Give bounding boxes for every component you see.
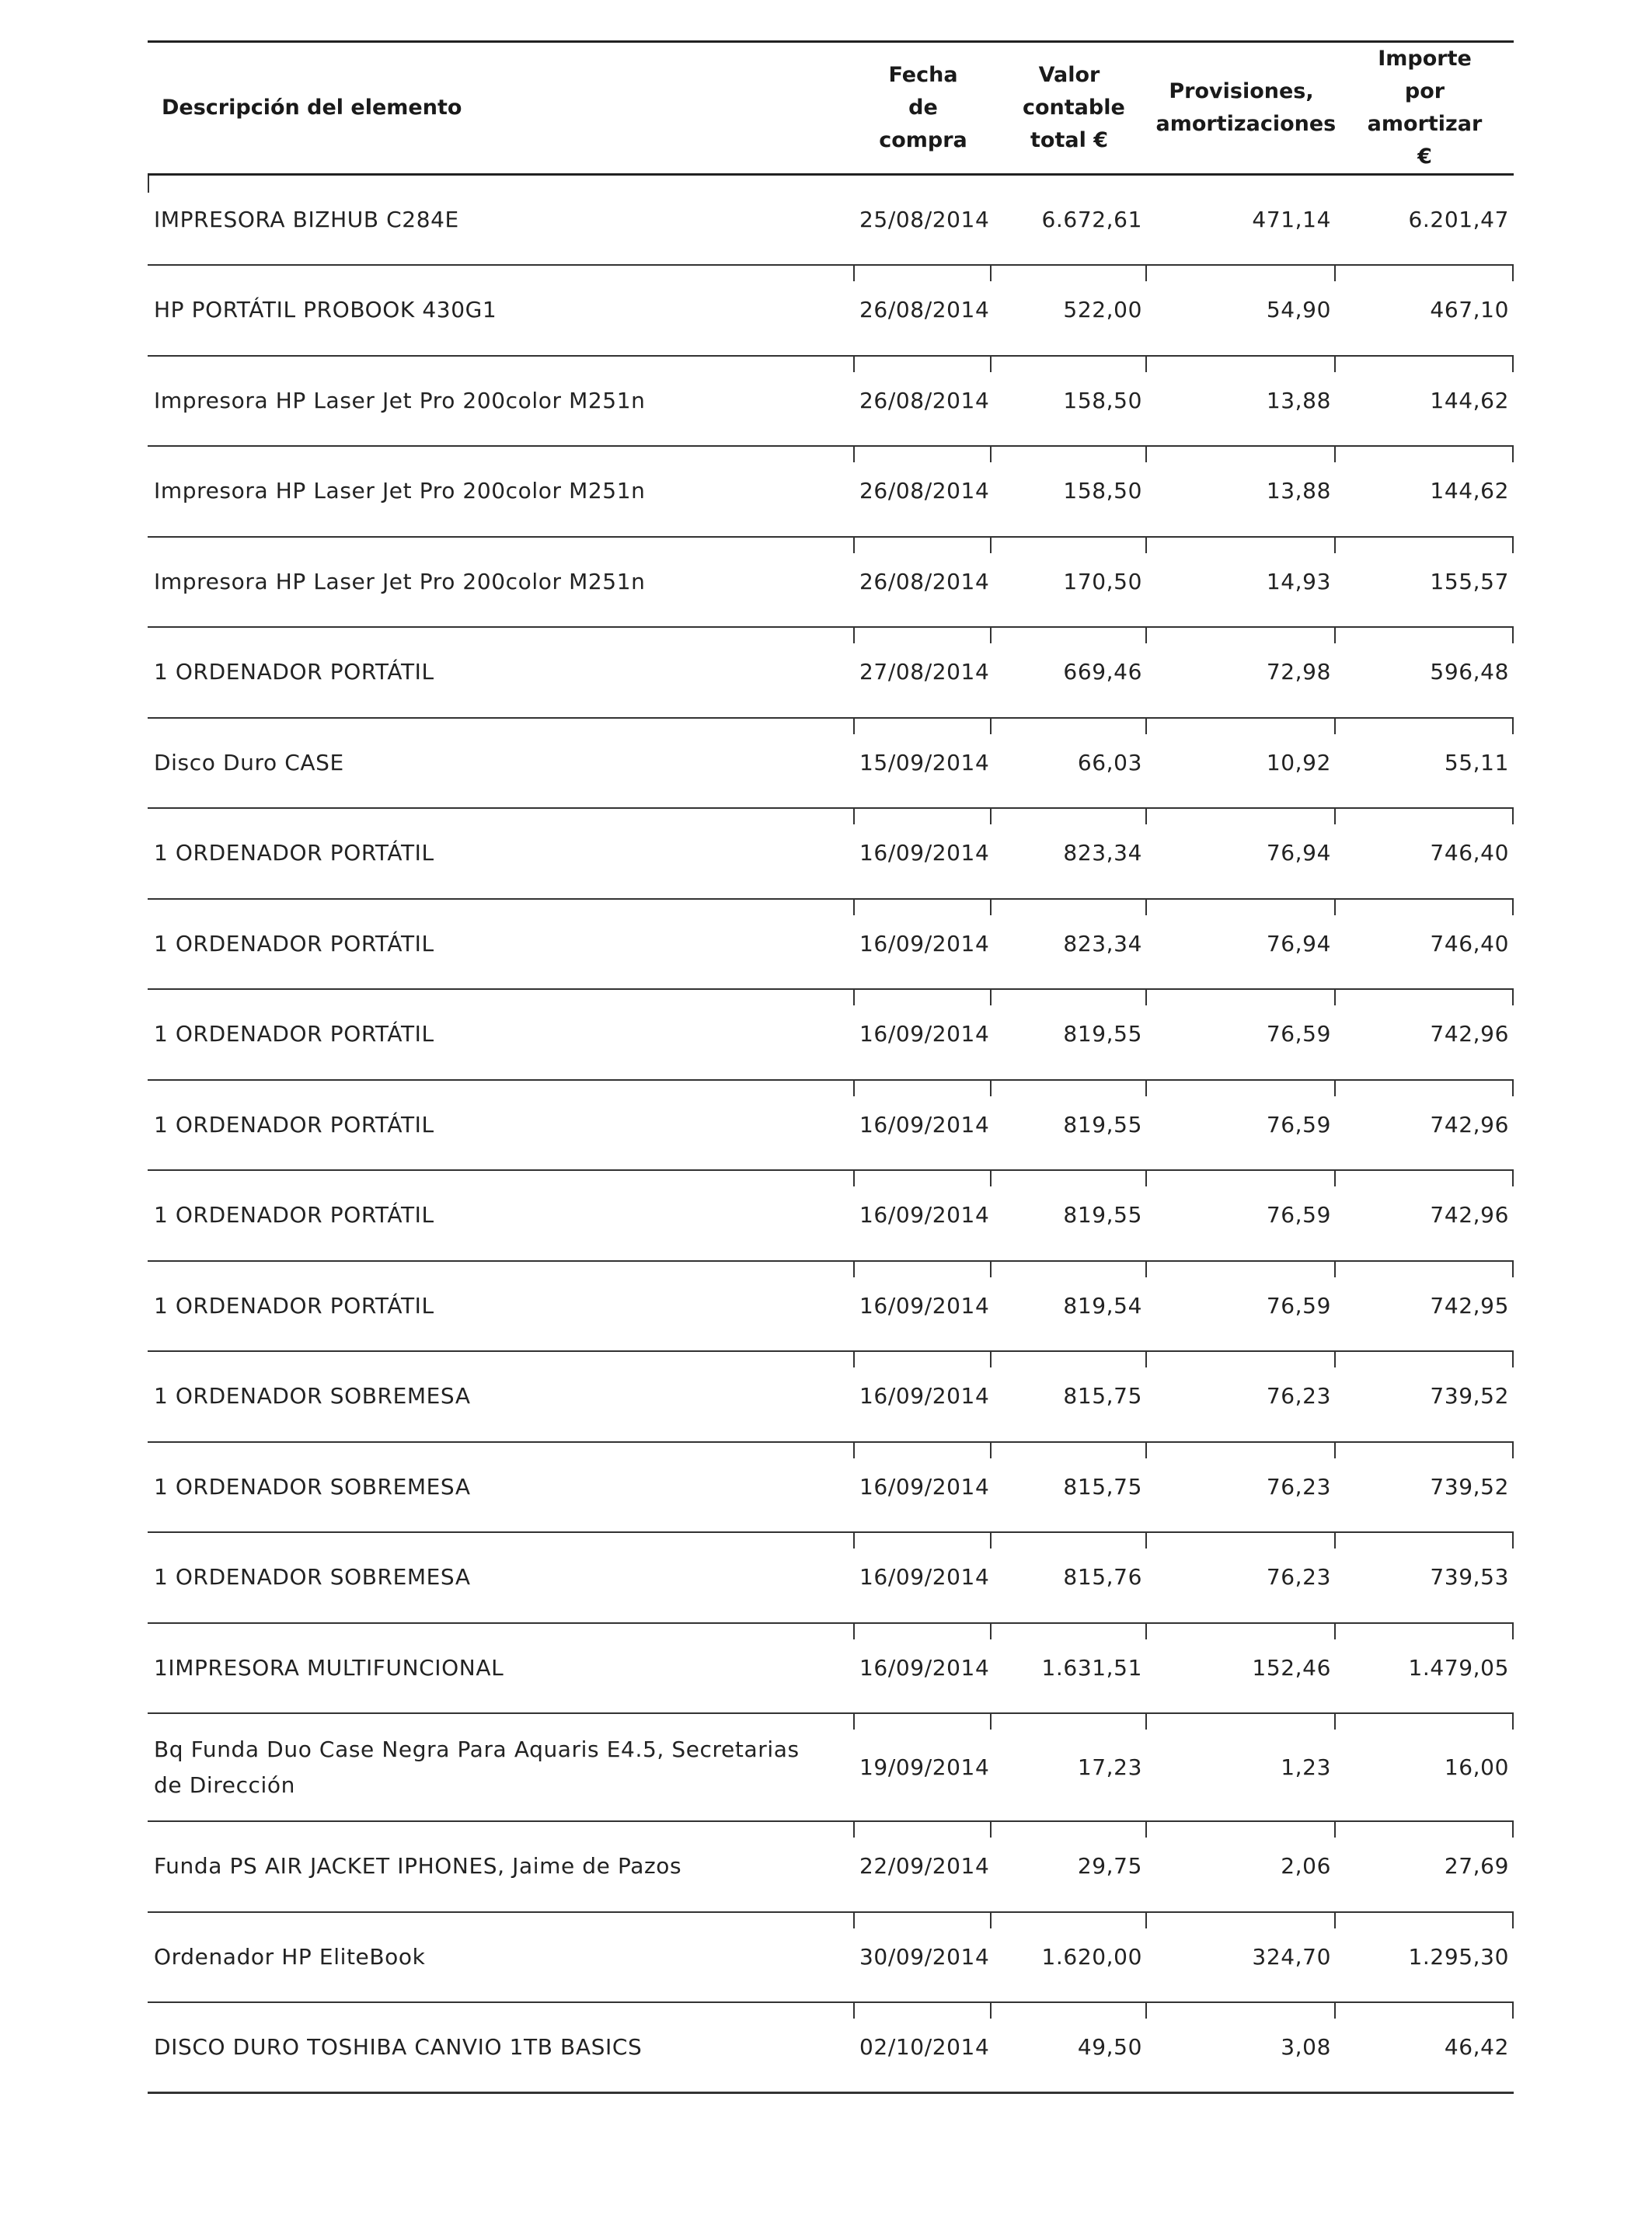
cell-fecha	[855, 627, 992, 718]
cell-provisiones-text: 76,23	[1266, 1383, 1331, 1409]
cell-descripcion-text: Ordenador HP EliteBook	[154, 1943, 426, 1970]
cell-provisiones	[1147, 1170, 1336, 1261]
header-fecha-text: Fecha de compra	[879, 63, 967, 152]
cell-importe	[1336, 1623, 1514, 1714]
cell-provisiones-text: 76,59	[1266, 1202, 1331, 1228]
cell-importe-text: 27,69	[1444, 1853, 1509, 1879]
cell-descripcion	[148, 2002, 855, 2093]
cell-descripcion	[148, 1261, 855, 1352]
cell-importe-text: 1.479,05	[1408, 1654, 1509, 1681]
column-tick	[1512, 1624, 1514, 1639]
cell-importe	[1336, 899, 1514, 990]
cell-valor	[992, 899, 1147, 990]
cell-provisiones-text: 76,59	[1266, 1111, 1331, 1137]
cell-provisiones	[1147, 537, 1336, 628]
cell-fecha-text: 26/08/2014	[859, 387, 990, 413]
cell-importe	[1336, 1912, 1514, 2003]
cell-importe-text: 742,96	[1430, 1202, 1509, 1228]
cell-fecha	[855, 1261, 992, 1352]
cell-valor-text: 66,03	[1077, 749, 1142, 775]
table-row	[148, 1170, 1514, 1261]
cell-importe-text: 739,52	[1430, 1383, 1509, 1409]
cell-descripcion-text: 1 ORDENADOR PORTÁTIL	[154, 840, 434, 866]
cell-valor-text: 158,50	[1063, 387, 1142, 413]
cell-provisiones	[1147, 1713, 1336, 1821]
cell-descripcion-text: 1 ORDENADOR PORTÁTIL	[154, 1021, 434, 1047]
cell-provisiones	[1147, 446, 1336, 537]
cell-fecha	[855, 446, 992, 537]
table-row	[148, 1821, 1514, 1912]
cell-descripcion	[148, 808, 855, 899]
table-row	[148, 446, 1514, 537]
cell-fecha	[855, 2002, 992, 2093]
cell-valor	[992, 1351, 1147, 1442]
cell-valor	[992, 537, 1147, 628]
cell-valor	[992, 1623, 1147, 1714]
table-row	[148, 1623, 1514, 1714]
table-row	[148, 989, 1514, 1080]
header-importe-text: Importe por amortizar €	[1367, 47, 1483, 169]
cell-fecha-text: 16/09/2014	[859, 840, 990, 866]
cell-fecha-text: 26/08/2014	[859, 297, 990, 323]
header-importe	[1336, 42, 1514, 175]
table-row	[148, 899, 1514, 990]
cell-importe-text: 742,95	[1430, 1292, 1509, 1319]
cell-descripcion	[148, 1351, 855, 1442]
table-row	[148, 265, 1514, 356]
cell-descripcion	[148, 718, 855, 809]
cell-importe-text: 46,42	[1444, 2034, 1509, 2060]
cell-importe	[1336, 446, 1514, 537]
cell-valor-text: 819,54	[1063, 1292, 1142, 1319]
cell-valor-text: 819,55	[1063, 1111, 1142, 1137]
cell-fecha	[855, 1351, 992, 1442]
cell-descripcion	[148, 1713, 855, 1821]
cell-provisiones-text: 324,70	[1252, 1943, 1331, 1970]
cell-provisiones-text: 13,88	[1266, 478, 1331, 504]
cell-importe-text: 467,10	[1430, 297, 1509, 323]
corner-tick	[148, 176, 149, 193]
table-row	[148, 1713, 1514, 1821]
cell-fecha-text: 16/09/2014	[859, 1383, 990, 1409]
cell-importe	[1336, 1261, 1514, 1352]
cell-descripcion-text: Funda PS AIR JACKET IPHONES, Jaime de Pazos	[154, 1853, 682, 1879]
cell-fecha-text: 19/09/2014	[859, 1754, 990, 1780]
cell-fecha-text: 16/09/2014	[859, 930, 990, 956]
cell-provisiones	[1147, 1821, 1336, 1912]
cell-provisiones	[1147, 1442, 1336, 1533]
cell-provisiones-text: 76,94	[1266, 840, 1331, 866]
cell-descripcion-text: 1 ORDENADOR PORTÁTIL	[154, 930, 434, 956]
cell-valor	[992, 1912, 1147, 2003]
table-row	[148, 537, 1514, 628]
cell-valor	[992, 175, 1147, 266]
cell-provisiones-text: 471,14	[1252, 207, 1331, 232]
column-tick	[1512, 1714, 1514, 1730]
cell-fecha-text: 02/10/2014	[859, 2034, 990, 2060]
cell-valor-text: 1.620,00	[1041, 1943, 1142, 1970]
cell-provisiones	[1147, 1080, 1336, 1171]
cell-descripcion	[148, 989, 855, 1080]
cell-valor-text: 1.631,51	[1041, 1654, 1142, 1681]
cell-valor	[992, 356, 1147, 447]
cell-valor-text: 819,55	[1063, 1021, 1142, 1047]
cell-provisiones-text: 3,08	[1281, 2034, 1331, 2060]
cell-valor	[992, 989, 1147, 1080]
cell-valor-text: 29,75	[1077, 1853, 1142, 1879]
cell-provisiones	[1147, 718, 1336, 809]
table-row	[148, 1442, 1514, 1533]
table-row	[148, 808, 1514, 899]
cell-fecha-text: 26/08/2014	[859, 478, 990, 504]
cell-descripcion-text: 1 ORDENADOR SOBREMESA	[154, 1564, 471, 1590]
cell-fecha-text: 22/09/2014	[859, 1853, 990, 1879]
column-tick	[1512, 266, 1514, 281]
table-row	[148, 356, 1514, 447]
cell-descripcion	[148, 175, 855, 266]
cell-valor	[992, 1821, 1147, 1912]
cell-fecha	[855, 718, 992, 809]
cell-descripcion	[148, 537, 855, 628]
cell-fecha-text: 16/09/2014	[859, 1473, 990, 1500]
cell-fecha-text: 15/09/2014	[859, 749, 990, 775]
cell-provisiones-text: 14,93	[1266, 568, 1331, 594]
table-header	[148, 42, 1514, 175]
cell-descripcion	[148, 1080, 855, 1171]
cell-descripcion-text: DISCO DURO TOSHIBA CANVIO 1TB BASICS	[154, 2034, 643, 2060]
cell-descripcion-text: HP PORTÁTIL PROBOOK 430G1	[154, 297, 497, 323]
cell-valor-text: 823,34	[1063, 840, 1142, 866]
cell-valor	[992, 808, 1147, 899]
cell-importe	[1336, 718, 1514, 809]
cell-valor	[992, 2002, 1147, 2093]
cell-fecha	[855, 808, 992, 899]
cell-fecha	[855, 1912, 992, 2003]
cell-valor-text: 815,75	[1063, 1473, 1142, 1500]
cell-valor-text: 6.672,61	[1041, 207, 1142, 232]
cell-fecha	[855, 1080, 992, 1171]
cell-fecha-text: 26/08/2014	[859, 568, 990, 594]
table-row	[148, 2002, 1514, 2093]
cell-provisiones	[1147, 2002, 1336, 2093]
cell-provisiones-text: 76,23	[1266, 1564, 1331, 1590]
cell-valor-text: 17,23	[1077, 1754, 1142, 1780]
cell-valor	[992, 1532, 1147, 1623]
table-row	[148, 1912, 1514, 2003]
header-valor-text: Valor contable total €	[1023, 63, 1125, 152]
cell-fecha-text: 25/08/2014	[859, 207, 990, 232]
cell-fecha	[855, 1713, 992, 1821]
column-tick	[1512, 447, 1514, 462]
cell-descripcion-text: Bq Funda Duo Case Negra Para Aquaris E4.5, Secretarias de Dirección	[154, 1736, 800, 1798]
cell-descripcion	[148, 1821, 855, 1912]
cell-descripcion-text: IMPRESORA BIZHUB C284E	[154, 207, 459, 232]
cell-importe-text: 746,40	[1430, 840, 1509, 866]
cell-descripcion	[148, 1532, 855, 1623]
cell-importe-text: 742,96	[1430, 1021, 1509, 1047]
cell-valor	[992, 718, 1147, 809]
cell-valor-text: 815,76	[1063, 1564, 1142, 1590]
header-descripcion: Descripción del elemento	[148, 42, 855, 175]
cell-importe-text: 144,62	[1430, 387, 1509, 413]
cell-descripcion	[148, 627, 855, 718]
cell-provisiones	[1147, 899, 1336, 990]
cell-descripcion-text: 1 ORDENADOR PORTÁTIL	[154, 659, 434, 685]
table-body	[148, 175, 1514, 2093]
cell-provisiones	[1147, 808, 1336, 899]
cell-provisiones-text: 76,23	[1266, 1473, 1331, 1500]
cell-valor-text: 669,46	[1063, 659, 1142, 685]
cell-provisiones-text: 2,06	[1281, 1853, 1331, 1879]
cell-fecha	[855, 356, 992, 447]
table-row	[148, 1080, 1514, 1171]
cell-descripcion	[148, 1442, 855, 1533]
cell-importe	[1336, 1351, 1514, 1442]
cell-importe-text: 55,11	[1444, 749, 1509, 775]
cell-provisiones-text: 152,46	[1252, 1654, 1331, 1681]
cell-provisiones	[1147, 265, 1336, 356]
cell-importe	[1336, 989, 1514, 1080]
cell-importe	[1336, 175, 1514, 266]
cell-fecha-text: 30/09/2014	[859, 1943, 990, 1970]
cell-fecha-text: 16/09/2014	[859, 1292, 990, 1319]
header-fecha	[855, 42, 992, 175]
cell-importe	[1336, 2002, 1514, 2093]
cell-valor-text: 158,50	[1063, 478, 1142, 504]
cell-importe-text: 596,48	[1430, 659, 1509, 685]
cell-importe	[1336, 1170, 1514, 1261]
cell-fecha-text: 16/09/2014	[859, 1564, 990, 1590]
column-tick	[1512, 719, 1514, 734]
cell-descripcion	[148, 1912, 855, 2003]
cell-descripcion-text: 1 ORDENADOR PORTÁTIL	[154, 1202, 434, 1228]
cell-valor-text: 170,50	[1063, 568, 1142, 594]
cell-provisiones-text: 72,98	[1266, 659, 1331, 685]
cell-descripcion-text: Impresora HP Laser Jet Pro 200color M251n	[154, 387, 646, 413]
cell-descripcion	[148, 1623, 855, 1714]
column-tick	[1512, 2003, 1514, 2019]
cell-descripcion-text: 1 ORDENADOR PORTÁTIL	[154, 1292, 434, 1319]
cell-provisiones-text: 76,59	[1266, 1292, 1331, 1319]
cell-valor-text: 815,75	[1063, 1383, 1142, 1409]
cell-provisiones	[1147, 175, 1336, 266]
cell-importe-text: 6.201,47	[1408, 207, 1509, 232]
cell-descripcion-text: 1IMPRESORA MULTIFUNCIONAL	[154, 1654, 504, 1681]
cell-provisiones	[1147, 1351, 1336, 1442]
cell-fecha	[855, 1170, 992, 1261]
table-row	[148, 627, 1514, 718]
cell-valor	[992, 265, 1147, 356]
cell-descripcion	[148, 356, 855, 447]
cell-fecha	[855, 899, 992, 990]
cell-valor-text: 823,34	[1063, 930, 1142, 956]
cell-importe	[1336, 1532, 1514, 1623]
cell-valor	[992, 1261, 1147, 1352]
cell-fecha	[855, 1623, 992, 1714]
cell-descripcion	[148, 446, 855, 537]
cell-importe	[1336, 1442, 1514, 1533]
cell-importe-text: 1.295,30	[1408, 1943, 1509, 1970]
cell-descripcion-text: Disco Duro CASE	[154, 749, 344, 775]
cell-descripcion	[148, 899, 855, 990]
cell-fecha-text: 16/09/2014	[859, 1654, 990, 1681]
cell-provisiones-text: 54,90	[1266, 297, 1331, 323]
cell-provisiones-text: 1,23	[1281, 1754, 1331, 1780]
cell-descripcion-text: 1 ORDENADOR SOBREMESA	[154, 1473, 471, 1500]
cell-valor-text: 819,55	[1063, 1202, 1142, 1228]
cell-valor	[992, 627, 1147, 718]
cell-fecha-text: 16/09/2014	[859, 1111, 990, 1137]
cell-descripcion-text: 1 ORDENADOR SOBREMESA	[154, 1383, 471, 1409]
column-tick	[1512, 538, 1514, 553]
cell-provisiones	[1147, 1623, 1336, 1714]
cell-fecha	[855, 1821, 992, 1912]
cell-valor	[992, 446, 1147, 537]
cell-importe	[1336, 537, 1514, 628]
cell-valor-text: 49,50	[1077, 2034, 1142, 2060]
cell-importe	[1336, 356, 1514, 447]
cell-provisiones	[1147, 627, 1336, 718]
table-row	[148, 718, 1514, 809]
cell-fecha	[855, 989, 992, 1080]
column-tick	[1512, 1171, 1514, 1186]
table-row	[148, 1532, 1514, 1623]
cell-importe-text: 155,57	[1430, 568, 1509, 594]
cell-provisiones-text: 76,59	[1266, 1021, 1331, 1047]
column-tick	[1512, 1533, 1514, 1548]
cell-provisiones	[1147, 1261, 1336, 1352]
cell-provisiones-text: 13,88	[1266, 387, 1331, 413]
cell-fecha-text: 27/08/2014	[859, 659, 990, 685]
column-tick	[1512, 900, 1514, 915]
header-provisiones-text: Provisiones, amortizaciones	[1155, 79, 1337, 136]
table-row	[148, 1351, 1514, 1442]
cell-importe-text: 144,62	[1430, 478, 1509, 504]
column-tick	[1512, 357, 1514, 372]
column-tick	[1512, 1913, 1514, 1928]
cell-descripcion-text: 1 ORDENADOR PORTÁTIL	[154, 1111, 434, 1137]
cell-descripcion	[148, 265, 855, 356]
cell-importe	[1336, 627, 1514, 718]
cell-fecha-text: 16/09/2014	[859, 1021, 990, 1047]
cell-importe	[1336, 1713, 1514, 1821]
cell-valor-text: 522,00	[1063, 297, 1142, 323]
column-tick	[1512, 1822, 1514, 1838]
column-tick	[1512, 1443, 1514, 1458]
column-tick	[1512, 1081, 1514, 1096]
column-tick	[1512, 1262, 1514, 1277]
cell-descripcion-text: Impresora HP Laser Jet Pro 200color M251n	[154, 568, 646, 594]
cell-importe	[1336, 265, 1514, 356]
cell-importe	[1336, 808, 1514, 899]
cell-valor	[992, 1442, 1147, 1533]
cell-valor	[992, 1713, 1147, 1821]
cell-importe-text: 739,53	[1430, 1564, 1509, 1590]
cell-fecha	[855, 265, 992, 356]
cell-fecha	[855, 1442, 992, 1533]
header-valor	[992, 42, 1147, 175]
cell-importe-text: 739,52	[1430, 1473, 1509, 1500]
cell-importe-text: 742,96	[1430, 1111, 1509, 1137]
cell-provisiones-text: 76,94	[1266, 930, 1331, 956]
cell-fecha	[855, 537, 992, 628]
cell-fecha	[855, 175, 992, 266]
cell-descripcion-text: Impresora HP Laser Jet Pro 200color M251n	[154, 478, 646, 504]
column-tick	[1512, 809, 1514, 824]
header-provisiones	[1147, 42, 1336, 175]
table-row	[148, 175, 1514, 266]
cell-provisiones	[1147, 1912, 1336, 2003]
cell-valor	[992, 1080, 1147, 1171]
column-tick	[1512, 990, 1514, 1005]
cell-provisiones	[1147, 989, 1336, 1080]
cell-provisiones-text: 10,92	[1266, 749, 1331, 775]
cell-provisiones	[1147, 356, 1336, 447]
cell-valor	[992, 1170, 1147, 1261]
cell-importe	[1336, 1821, 1514, 1912]
table-row	[148, 1261, 1514, 1352]
cell-importe	[1336, 1080, 1514, 1171]
column-tick	[1512, 1352, 1514, 1367]
header-row	[148, 42, 1514, 175]
column-tick	[1512, 628, 1514, 643]
asset-table	[148, 40, 1514, 2094]
cell-fecha-text: 16/09/2014	[859, 1202, 990, 1228]
cell-fecha	[855, 1532, 992, 1623]
cell-descripcion	[148, 1170, 855, 1261]
cell-importe-text: 746,40	[1430, 930, 1509, 956]
cell-importe-text: 16,00	[1444, 1754, 1509, 1780]
asset-table-document	[148, 40, 1514, 2094]
cell-provisiones	[1147, 1532, 1336, 1623]
